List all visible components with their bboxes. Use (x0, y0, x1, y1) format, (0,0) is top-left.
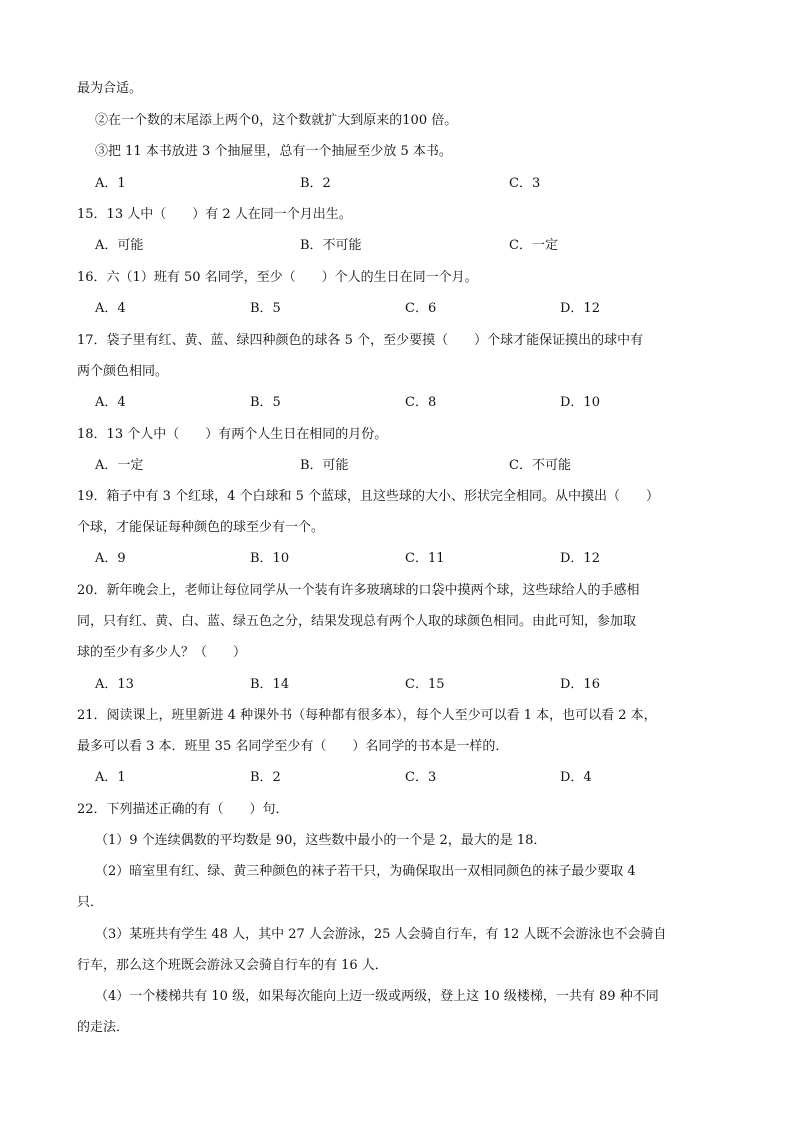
option-a: A．可能 (95, 238, 144, 253)
option-c: C．15 (405, 677, 445, 692)
text-line: 最多可以看 3 本．班里 35 名同学至少有（ ）名同学的书本是一样的． (77, 739, 509, 754)
options-row (95, 550, 715, 568)
option-c: C．3 (405, 770, 437, 785)
options-row (95, 676, 715, 694)
option-a: A．13 (95, 677, 134, 692)
option-c: C．6 (405, 301, 437, 316)
options-row (95, 457, 715, 475)
options-row (95, 237, 715, 255)
option-c: C．不可能 (509, 458, 571, 473)
question-15: 15．13 人中（ ）有 2 人在同一个月出生。 (77, 207, 352, 222)
text-line: 球的至少有多少人？（ ） (77, 645, 247, 660)
option-b: B．不可能 (300, 238, 362, 253)
option-a: A．一定 (95, 458, 144, 473)
option-a: A．1 (95, 176, 126, 191)
options-row (95, 300, 715, 318)
question-21: 21．阅读课上，班里新进 4 种课外书（每种都有很多本），每个人至少可以看 1 本，也可以看 2 本， (77, 708, 657, 723)
option-a: A．9 (95, 551, 126, 566)
option-c: C．11 (405, 551, 445, 566)
text-line: ②在一个数的末尾添上两个0，这个数就扩大到原来的100 倍。 (95, 113, 458, 128)
option-a: A．4 (95, 301, 126, 316)
option-b: B．2 (300, 176, 331, 191)
option-b: B．5 (250, 395, 281, 410)
statement-4: （4）一个楼梯共有 10 级，如果每次能向上迈一级或两级，登上这 10 级楼梯，一共有 89 种不同 (95, 989, 659, 1004)
text-line: 两个颜色相同。 (77, 364, 169, 379)
option-b: B．14 (250, 677, 290, 692)
text-line: 同，只有红、黄、白、蓝、绿五色之分，结果发现总有两个人取的球颜色相同。由此可知，参加取 (77, 614, 637, 629)
options-row (95, 175, 715, 193)
option-d: D．12 (560, 301, 600, 316)
question-22: 22．下列描述正确的有（ ）句． (77, 802, 289, 817)
option-b: B．可能 (300, 458, 349, 473)
option-a: A．1 (95, 770, 126, 785)
statement-1: （1）9 个连续偶数的平均数是 90，这些数中最小的一个是 2，最大的是 18． (95, 833, 547, 848)
text-line: 的走法． (77, 1020, 130, 1035)
option-c: C．一定 (509, 238, 558, 253)
option-d: D．12 (560, 551, 600, 566)
question-20: 20．新年晚会上，老师让每位同学从一个装有许多玻璃球的口袋中摸两个球，这些球给人的手感相 (77, 583, 640, 598)
question-18: 18．13 个人中（ ）有两个人生日在相同的月份。 (77, 427, 388, 442)
option-c: C．8 (405, 395, 437, 410)
question-19: 19．箱子中有 3 个红球，4 个白球和 5 个蓝球，且这些球的大小、形状完全相同。从中摸出（ ） (77, 489, 660, 504)
option-c: C．3 (509, 176, 541, 191)
option-d: D．16 (560, 677, 600, 692)
question-16: 16．六（1）班有 50 名同学，至少（ ）个人的生日在同一个月。 (77, 270, 478, 285)
text-line: 个球，才能保证每种颜色的球至少有一个。 (77, 520, 325, 535)
statement-3: （3）某班共有学生 48 人，其中 27 人会游泳，25 人会骑自行车，有 12 人既不会游泳也不会骑自 (95, 927, 667, 942)
text-line: 行车，那么这个班既会游泳又会骑自行车的有 16 人． (77, 958, 388, 973)
option-b: B．10 (250, 551, 290, 566)
option-d: D．4 (560, 770, 592, 785)
text-line: 最为合适。 (77, 81, 143, 96)
options-row (95, 769, 715, 787)
option-b: B．2 (250, 770, 281, 785)
option-b: B．5 (250, 301, 281, 316)
options-row (95, 394, 715, 412)
option-a: A．4 (95, 395, 126, 410)
text-line: 只． (77, 895, 104, 910)
text-line: ③把 11 本书放进 3 个抽屉里，总有一个抽屉至少放 5 本书。 (95, 144, 452, 159)
option-d: D．10 (560, 395, 600, 410)
question-17: 17．袋子里有红、黄、蓝、绿四种颜色的球各 5 个，至少要摸（ ）个球才能保证摸出的球中有 (77, 333, 644, 348)
statement-2: （2）暗室里有红、绿、黄三种颜色的袜子若干只，为确保取出一双相同颜色的袜子最少要取 4 (95, 864, 636, 879)
